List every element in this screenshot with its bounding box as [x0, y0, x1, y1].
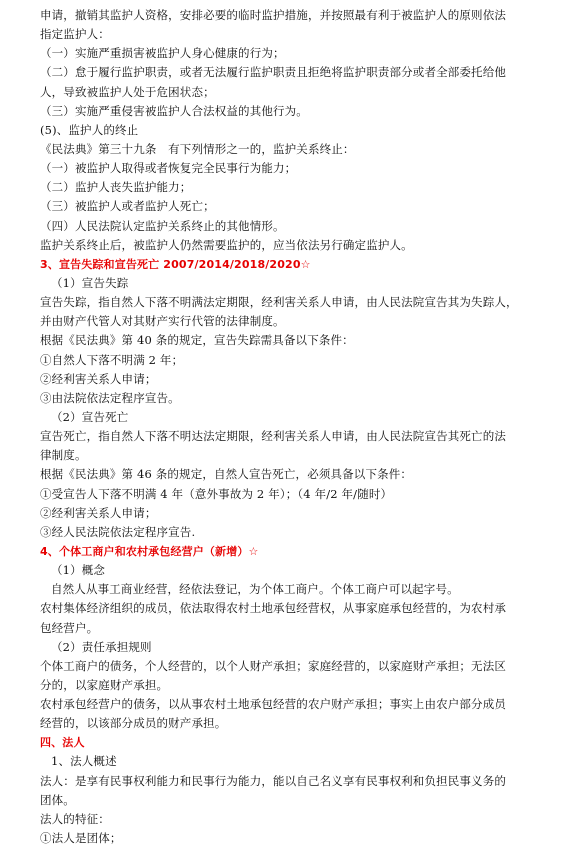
text-line: ②经利害关系人申请；: [40, 371, 157, 386]
text-line: （二）怠于履行监护职责，或者无法履行监护职责且拒绝将监护职责部分或者全部委托给他: [40, 65, 506, 80]
text-line: 法人：是享有民事权利能力和民事行为能力，能以自己名义享有民事权利和负担民事义务的: [40, 773, 506, 788]
text-line: （三）实施严重侵害被监护人合法权益的其他行为。: [40, 103, 308, 118]
text-line: 自然人从事工商业经营，经依法登记，为个体工商户。个体工商户可以起字号。: [51, 582, 459, 597]
document-body: [40, 6, 540, 848]
section-heading: 4、个体工商户和农村承包经营户（新增）☆: [40, 544, 259, 558]
text-line: （二）监护人丧失监护能力；: [40, 180, 192, 195]
text-line: 经营的，以该部分成员的财产承担。: [40, 716, 227, 731]
section-heading: 3、宣告失踪和宣告死亡 2007/2014/2018/2020☆: [40, 257, 311, 271]
text-line: 个体工商户的债务，个人经营的，以个人财产承担；家庭经营的，以家庭财产承担；无法区: [40, 658, 506, 673]
text-line: 根据《民法典》第 46 条的规定，自然人宣告死亡，必须具备以下条件：: [40, 467, 413, 482]
section-heading: 四、法人: [40, 736, 85, 750]
text-line: 1、法人概述: [51, 754, 117, 769]
text-line: （一）被监护人取得或者恢复完全民事行为能力；: [40, 161, 297, 176]
text-line: ①自然人下落不明满 2 年；: [40, 352, 184, 367]
text-line: 农村集体经济组织的成员，依法取得农村土地承包经营权，从事家庭承包经营的，为农村承: [40, 601, 506, 616]
text-line: (5)、监护人的终止: [40, 122, 139, 137]
text-line: 根据《民法典》第 40 条的规定，宣告失踪需具备以下条件：: [40, 333, 354, 348]
text-line: （1）宣告失踪: [51, 275, 129, 290]
text-line: 农村承包经营户的债务，以从事农村土地承包经营的农户财产承担；事实上由农户部分成员: [40, 697, 506, 712]
text-line: 律制度。: [40, 448, 87, 463]
text-line: 宣告死亡，指自然人下落不明达法定期限，经利害关系人申请，由人民法院宣告其死亡的法: [40, 429, 506, 444]
text-line: （四）人民法院认定监护关系终止的其他情形。: [40, 218, 285, 233]
text-line: ③由法院依法定程序宣告。: [40, 390, 180, 405]
text-line: （2）宣告死亡: [51, 409, 129, 424]
text-line: 宣告失踪，指自然人下落不明满法定期限，经利害关系人申请，由人民法院宣告其为失踪人，: [40, 295, 518, 310]
text-line: ①受宣告人下落不明满 4 年（意外事故为 2 年）；（4 年/2 年/随时）: [40, 486, 393, 501]
text-line: 指定监护人：: [40, 27, 110, 42]
text-line: 人，导致被监护人处于危困状态；: [40, 84, 215, 99]
text-line: 分的，以家庭财产承担。: [40, 677, 169, 692]
text-line: （1）概念: [51, 563, 106, 578]
text-line: 申请，撤销其监护人资格，安排必要的临时监护措施，并按照最有利于被监护人的原则依法: [40, 8, 506, 22]
text-line: （一）实施严重损害被监护人身心健康的行为；: [40, 46, 285, 61]
text-line: 法人的特征：: [40, 811, 110, 826]
text-line: ③经人民法院依法定程序宣告.: [40, 524, 196, 539]
text-line: （三）被监护人或者监护人死亡；: [40, 199, 215, 214]
text-line: 包经营户。: [40, 620, 99, 635]
text-line: （2）责任承担规则: [51, 639, 152, 654]
text-line: 《民法典》第三十九条 有下列情形之一的，监护关系终止：: [40, 141, 355, 156]
text-line: 团体。: [40, 792, 75, 807]
text-line: ②经利害关系人申请；: [40, 505, 157, 520]
text-line: ①法人是团体；: [40, 831, 122, 846]
text-line: 监护关系终止后，被监护人仍然需要监护的，应当依法另行确定监护人。: [40, 237, 413, 252]
text-line: 并由财产代管人对其财产实行代管的法律制度。: [40, 314, 285, 329]
